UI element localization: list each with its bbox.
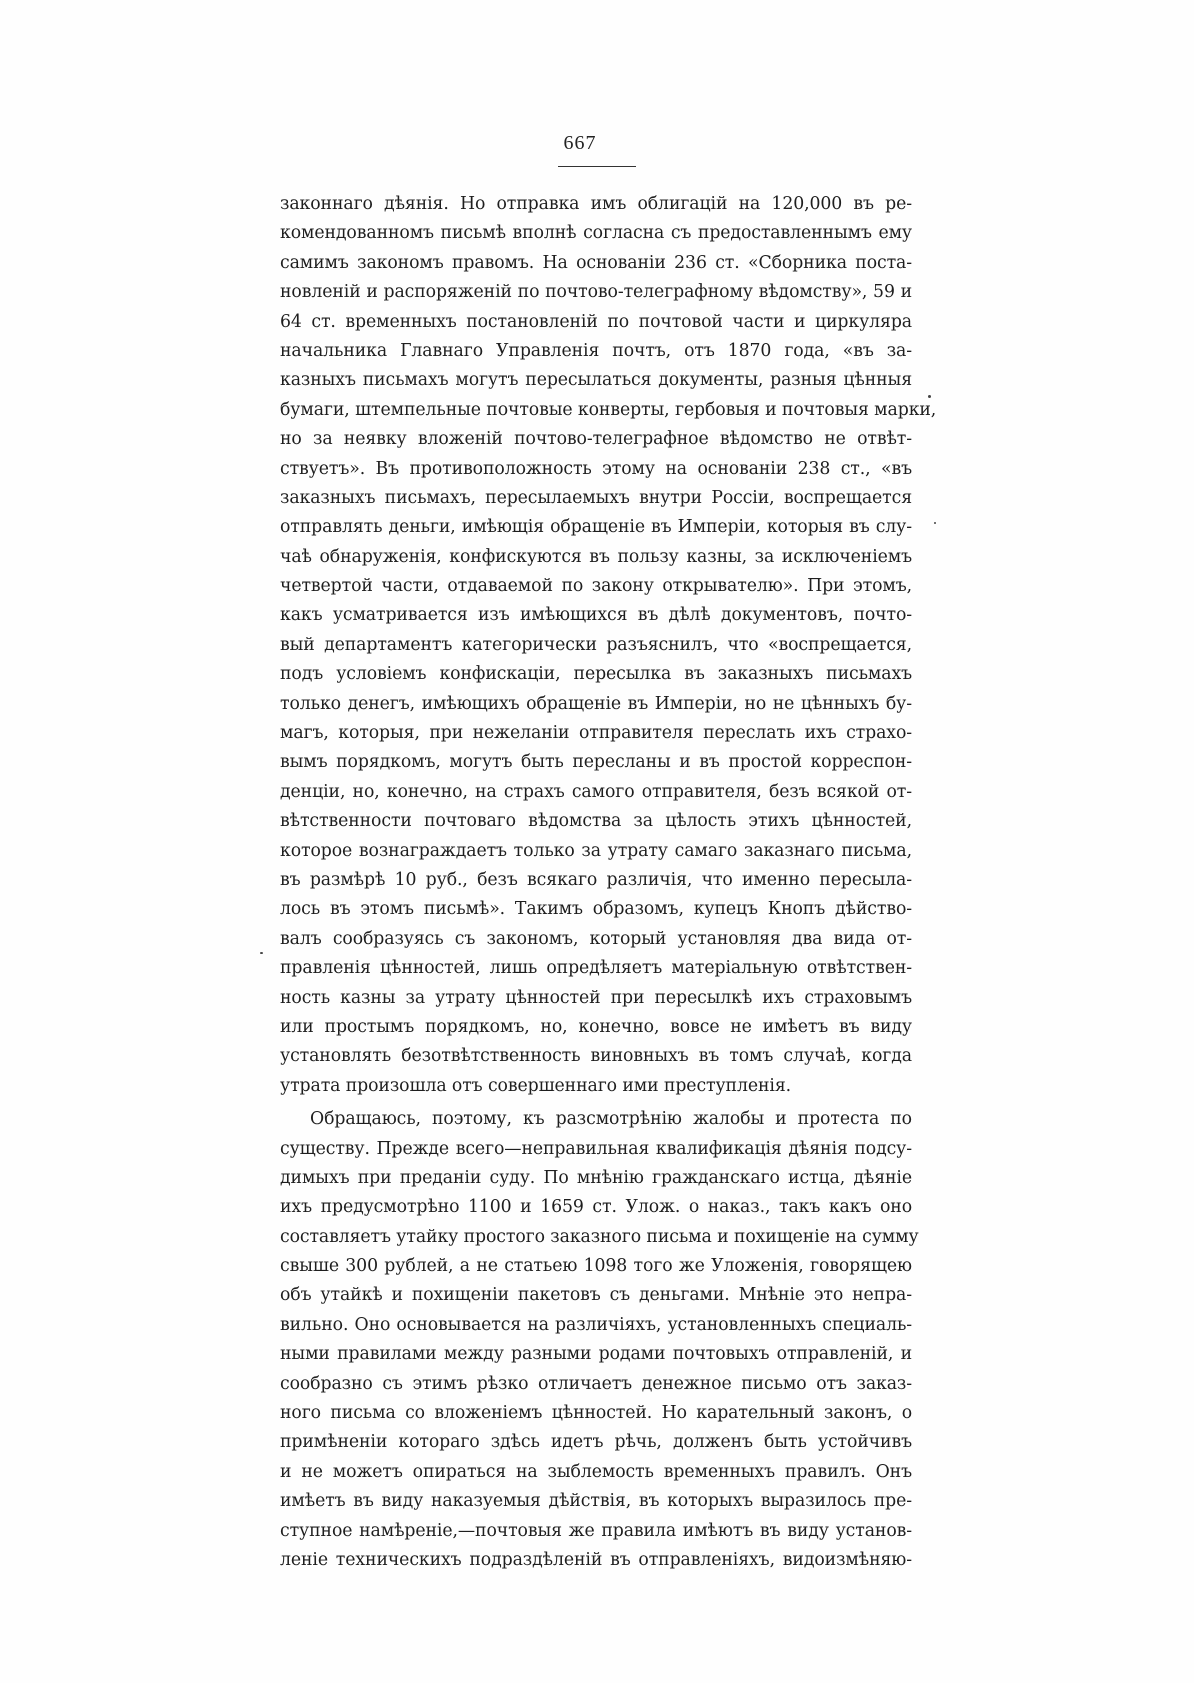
text-line: ступное намѣреніе,—почтовыя же правила имѣютъ въ виду установ- [280, 1520, 912, 1541]
text-line: составляетъ утайку простого заказного письма и похищеніе на сумму [280, 1226, 919, 1247]
text-line: законнаго дѣянія. Но отправка имъ облигацій на 120,000 въ ре- [280, 194, 912, 214]
text-line: установлять безотвѣтственность виновныхъ въ томъ случаѣ, когда [280, 1046, 912, 1067]
text-line: вильно. Оно основывается на различіяхъ, установленныхъ специаль- [280, 1314, 912, 1335]
text-line: только денегъ, имѣющихъ обращеніе въ Имперіи, но не цѣнныхъ бу- [280, 693, 912, 714]
body-text [280, 190, 937, 1575]
text-line: и не можетъ опираться на зыблемость временныхъ правилъ. Онъ [280, 1461, 912, 1482]
text-line: ного письма со вложеніемъ цѣнностей. Но карательный законъ, о [280, 1403, 912, 1424]
text-line: объ утайкѣ и похищеніи пакетовъ съ деньгами. Мнѣніе это непра- [280, 1285, 912, 1306]
text-line: начальника Главнаго Управленія почтъ, отъ 1870 года, «въ за- [280, 340, 912, 361]
text-line: примѣненіи котораго здѣсь идетъ рѣчь, долженъ быть устойчивъ [280, 1432, 912, 1453]
text-line: или простымъ порядкомъ, но, конечно, вовсе не имѣетъ въ виду [280, 1016, 912, 1037]
scan-speck [260, 952, 263, 954]
text-line: утрата произошла отъ совершеннаго ими преступленія. [280, 1075, 792, 1096]
text-line: новленій и распоряженій по почтово-телеграфному вѣдомству», 59 и [280, 282, 912, 303]
text-line: правленія цѣнностей, лишь опредѣляетъ матеріальную отвѣтствен- [280, 958, 912, 979]
text-line: ными правилами между разными родами почтовыхъ отправленій, и [280, 1344, 912, 1365]
text-line: валъ сообразуясь съ закономъ, который установляя два вида от- [280, 928, 912, 949]
text-line: свыше 300 рублей, а не статьею 1098 того же Уложенія, говорящею [280, 1256, 912, 1277]
text-line: димыхъ при преданіи суду. По мнѣнію гражданскаго истца, дѣяніе [280, 1167, 912, 1188]
text-line: вѣтственности почтоваго вѣдомства за цѣлость этихъ цѣнностей, [280, 811, 912, 832]
text-line: отправлять деньги, имѣющія обращеніе въ Имперіи, которыя въ слу- [280, 517, 912, 538]
text-line: самимъ закономъ правомъ. На основаніи 236 ст. «Сборника поста- [280, 252, 912, 273]
text-line: вымъ порядкомъ, могутъ быть пересланы и въ простой корреспон- [280, 752, 912, 773]
text-line: денціи, но, конечно, на страхъ самого отправителя, безъ всякой от- [280, 781, 912, 802]
page-number-rule [558, 166, 636, 167]
text-line: лось въ этомъ письмѣ». Такимъ образомъ, купецъ Кнопъ дѣйство- [280, 899, 912, 920]
scan-speck [928, 395, 931, 398]
scan-speck [934, 522, 936, 524]
text-line: подъ условіемъ конфискаціи, пересылка въ заказныхъ письмахъ [280, 664, 912, 685]
text-line: казныхъ письмахъ могутъ пересылаться документы, разныя цѣнныя [280, 370, 912, 391]
paragraph-1 [280, 190, 937, 1101]
text-line: сообразно съ этимъ рѣзко отличаетъ денежное письмо отъ заказ- [280, 1373, 912, 1394]
text-line: бумаги, штемпельные почтовые конверты, гербовыя и почтовыя марки, [280, 399, 937, 420]
text-line: которое вознаграждаетъ только за утрату самаго заказнаго письма, [280, 840, 912, 861]
text-line: ность казны за утрату цѣнностей при пересылкѣ ихъ страховымъ [280, 987, 912, 1008]
text-line: но за неявку вложеній почтово-телеграфное вѣдомство не отвѣт- [280, 429, 912, 450]
page-number: 667 [563, 132, 597, 154]
text-line: въ размѣрѣ 10 руб., безъ всякаго различія, что именно пересыла- [280, 869, 912, 890]
text-line: ихъ предусмотрѣно 1100 и 1659 ст. Улож. о наказ., такъ какъ оно [280, 1197, 912, 1218]
text-line: комендованномъ письмѣ вполнѣ согласна съ предоставленнымъ ему [280, 223, 912, 244]
text-line: 64 ст. временныхъ постановленій по почтовой части и циркуляра [280, 311, 912, 332]
text-line: чаѣ обнаруженія, конфискуются въ пользу казны, за исключеніемъ [280, 546, 912, 567]
text-line: имѣетъ въ виду наказуемыя дѣйствія, въ которыхъ выразилось пре- [280, 1491, 912, 1512]
text-line: существу. Прежде всего—неправильная квалификація дѣянія подсу- [280, 1138, 912, 1159]
text-line: четвертой части, отдаваемой по закону открывателю». При этомъ, [280, 576, 912, 597]
text-line: вый департаментъ категорически разъяснилъ, что «воспрещается, [280, 634, 912, 655]
text-line: магъ, которыя, при нежеланіи отправителя переслать ихъ страхо- [280, 723, 912, 744]
text-line: какъ усматривается изъ имѣющихся въ дѣлѣ документовъ, почто- [280, 605, 912, 626]
text-line: ствуетъ». Въ противоположность этому на основаніи 238 ст., «въ [280, 458, 912, 479]
text-line: леніе техническихъ подраздѣленій въ отправленіяхъ, видоизмѣняю- [280, 1549, 912, 1570]
text-line: Обращаюсь, поэтому, къ разсмотрѣнію жалобы и протеста по [310, 1109, 912, 1130]
paragraph-2 [280, 1105, 919, 1575]
text-line: заказныхъ письмахъ, пересылаемыхъ внутри Россіи, воспрещается [280, 487, 912, 508]
